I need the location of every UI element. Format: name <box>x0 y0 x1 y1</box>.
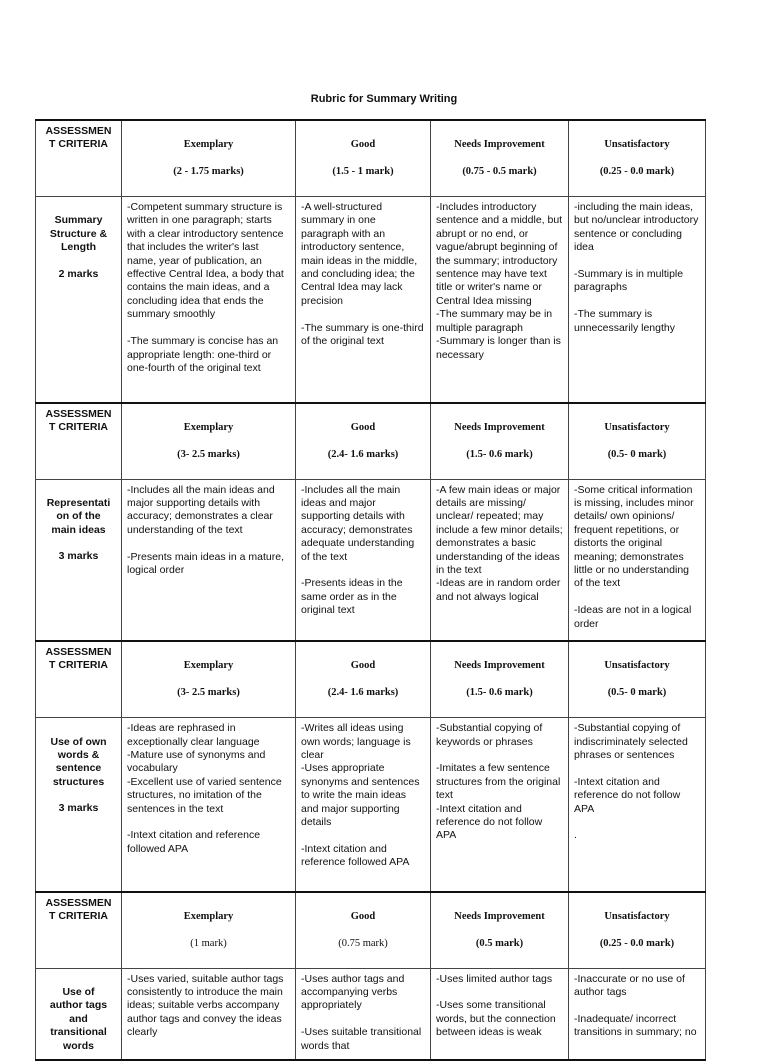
criterion-marks: 3 marks <box>58 550 99 563</box>
table-row <box>36 479 706 641</box>
descriptor-cell: -including the main ideas, but no/unclear introductory sentence or concluding idea -Summary is in multiple paragraphs -The summary is unnecessarily lengthy <box>569 197 706 403</box>
table-row <box>36 718 706 892</box>
level-range: (1 mark) <box>190 937 227 949</box>
level-header-good <box>296 641 431 718</box>
descriptor-cell: -Includes all the main ideas and major supporting details with accuracy; demonstrates a clear understanding of the text -Presents main ideas in a mature, logical order <box>122 479 296 641</box>
criteria-header: ASSESSMEN T CRITERIA <box>36 120 122 197</box>
level-name: Needs Improvement <box>454 911 545 922</box>
table-row <box>36 968 706 1060</box>
descriptor-cell: -Uses limited author tags -Uses some transitional words, but the connection between ideas is weak <box>431 968 569 1060</box>
level-name: Good <box>350 911 376 922</box>
level-name: Unsatisfactory <box>604 139 670 151</box>
level-name: Unsatisfactory <box>604 911 670 922</box>
criterion-marks: 2 marks <box>58 267 99 280</box>
criterion-name: Use of own words & sentence structures <box>50 735 107 788</box>
level-range: (0.5- 0 mark) <box>607 687 667 699</box>
level-range: (2.4- 1.6 marks) <box>327 687 399 699</box>
level-range: (1.5- 0.6 mark) <box>466 448 533 460</box>
descriptor-cell: -Inaccurate or no use of author tags -Inadequate/ incorrect transitions in summary; no <box>569 968 706 1060</box>
criterion-name: Representati on of the main ideas <box>46 496 111 536</box>
level-range: (0.5- 0 mark) <box>607 448 667 460</box>
level-range: (0.25 - 0.0 mark) <box>599 166 675 178</box>
descriptor-cell: -Includes all the main ideas and major supporting details with accuracy; demonstrates adequate understanding of the text -Presents ideas in the same order as in the original text <box>296 479 431 641</box>
level-name: Unsatisfactory <box>604 421 670 433</box>
table-header-row <box>36 120 706 197</box>
descriptor-cell: -Substantial copying of indiscriminately selected phrases or sentences -Intext citation and reference do not follow APA . <box>569 718 706 892</box>
level-name: Unsatisfactory <box>604 660 670 672</box>
level-header-exemplary <box>122 892 296 969</box>
criterion-name: Summary Structure & Length <box>49 214 108 254</box>
level-range: (0.75 mark) <box>338 937 388 949</box>
descriptor-cell: -Writes all ideas using own words; language is clear -Uses appropriate synonyms and sentences to write the main ideas and major supporting details -Intext citation and reference followed APA <box>296 718 431 892</box>
level-header-good <box>296 403 431 480</box>
level-header-unsatisfactory <box>569 641 706 718</box>
level-range: (1.5 - 1 mark) <box>332 166 394 178</box>
criterion-cell <box>36 479 122 641</box>
level-range: (2 - 1.75 marks) <box>173 166 244 178</box>
level-range: (0.75 - 0.5 mark) <box>462 166 537 178</box>
descriptor-cell: -Competent summary structure is written in one paragraph; starts with a clear introductory sentence that includes the writer's last name, year of publication, an effective Central Idea, a body that contains the main ideas, and a concluding idea that ends the summary smoothly -The summary is concise has an appropriate length: one-third or one-fourth of the original text <box>122 197 296 403</box>
level-name: Exemplary <box>183 139 234 151</box>
level-header-exemplary <box>122 641 296 718</box>
level-header-good <box>296 120 431 197</box>
level-range: (0.25 - 0.0 mark) <box>599 937 675 949</box>
level-header-unsatisfactory <box>569 403 706 480</box>
level-name: Good <box>350 139 376 151</box>
table-row <box>36 197 706 403</box>
criterion-name: Use of author tags and transitional words <box>49 986 108 1052</box>
level-name: Needs Improvement <box>454 421 545 433</box>
table-header-row <box>36 403 706 480</box>
criterion-marks: 3 marks <box>58 802 99 815</box>
criteria-header: ASSESSMEN T CRITERIA <box>36 641 122 718</box>
descriptor-cell: -Substantial copying of keywords or phrases -Imitates a few sentence structures from the original text -Intext citation and reference do not follow APA <box>431 718 569 892</box>
level-header-needs-improvement <box>431 641 569 718</box>
level-name: Needs Improvement <box>454 139 545 151</box>
rubric-table <box>35 119 706 1061</box>
level-range: (3- 2.5 marks) <box>177 448 240 460</box>
level-header-needs-improvement <box>431 892 569 969</box>
page-title: Rubric for Summary Writing <box>310 93 458 105</box>
descriptor-cell: -Includes introductory sentence and a middle, but abrupt or no end, or vague/abrupt beginning of the summary; introductory sentence may have text title or writer's name or Central Idea missing -The summary may be in multiple paragraph -Summary is longer than is necessary <box>431 197 569 403</box>
level-header-needs-improvement <box>431 403 569 480</box>
level-header-unsatisfactory <box>569 892 706 969</box>
descriptor-cell: -A well-structured summary in one paragraph with an introductory sentence, main ideas in the middle, and concluding idea; the Central Idea may lack precision -The summary is one-third of the original text <box>296 197 431 403</box>
level-header-exemplary <box>122 403 296 480</box>
level-range: (0.5 mark) <box>475 937 524 949</box>
level-header-unsatisfactory <box>569 120 706 197</box>
level-name: Exemplary <box>183 911 234 922</box>
level-name: Needs Improvement <box>454 660 545 672</box>
table-header-row <box>36 641 706 718</box>
level-name: Good <box>350 421 376 433</box>
level-header-needs-improvement <box>431 120 569 197</box>
level-range: (1.5- 0.6 mark) <box>466 687 533 699</box>
descriptor-cell: -Ideas are rephrased in exceptionally clear language -Mature use of synonyms and vocabulary -Excellent use of varied sentence structures, no imitation of the sentences in the text -Intext citation and reference followed APA <box>122 718 296 892</box>
criteria-header: ASSESSMEN T CRITERIA <box>36 892 122 969</box>
descriptor-cell: -Uses author tags and accompanying verbs appropriately -Uses suitable transitional words that <box>296 968 431 1060</box>
level-name: Good <box>350 660 376 672</box>
level-name: Exemplary <box>183 421 234 433</box>
table-header-row <box>36 892 706 969</box>
level-name: Exemplary <box>183 660 234 672</box>
criteria-header: ASSESSMEN T CRITERIA <box>36 403 122 480</box>
criterion-cell <box>36 718 122 892</box>
level-header-exemplary <box>122 120 296 197</box>
descriptor-cell: -A few main ideas or major details are missing/ unclear/ repeated; may include a few minor details; demonstrates a basic understanding of the ideas in the text -Ideas are in random order and not always logical <box>431 479 569 641</box>
descriptor-cell: -Uses varied, suitable author tags consistently to introduce the main ideas; suitable verbs accompany author tags and convey the ideas clearly <box>122 968 296 1060</box>
level-header-good <box>296 892 431 969</box>
level-range: (3- 2.5 marks) <box>177 687 240 699</box>
level-range: (2.4- 1.6 marks) <box>327 448 399 460</box>
criterion-cell <box>36 968 122 1060</box>
criterion-cell <box>36 197 122 403</box>
descriptor-cell: -Some critical information is missing, includes minor details/ own opinions/ frequent repetitions, or distorts the original meaning; demonstrates little or no understanding of the text -Ideas are not in a logical order <box>569 479 706 641</box>
